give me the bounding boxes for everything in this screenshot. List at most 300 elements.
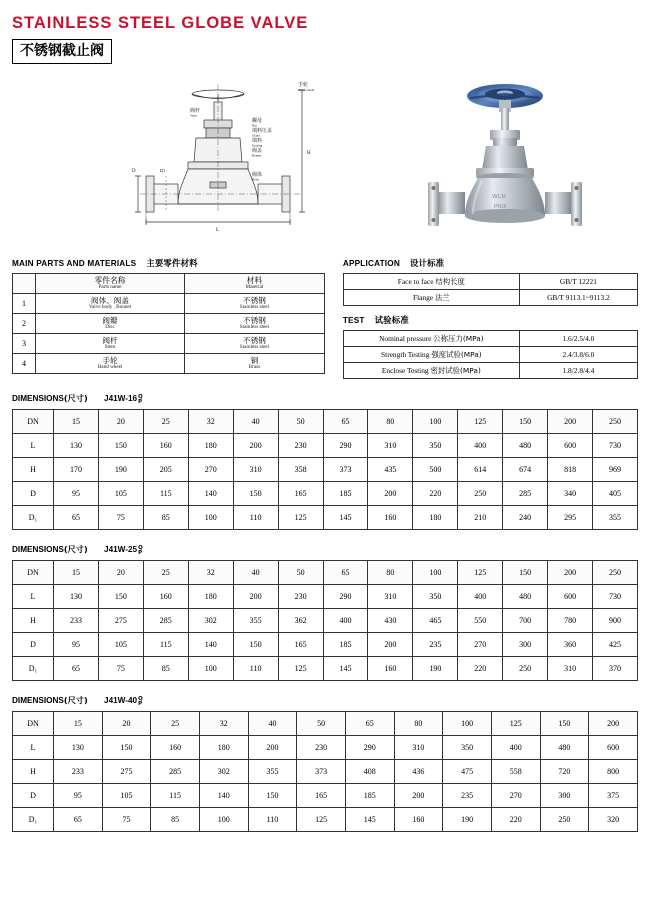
parts-header-name: 零件名称 Parts name xyxy=(36,274,185,294)
cell: 220 xyxy=(413,482,458,506)
cell: 310 xyxy=(368,434,413,458)
dimensions-label-en: DIMENSIONS xyxy=(12,696,64,706)
cell: 220 xyxy=(491,808,540,832)
cell: 360 xyxy=(548,633,593,657)
cell: 145 xyxy=(345,808,394,832)
cell: 600 xyxy=(548,434,593,458)
cell: 700 xyxy=(503,609,548,633)
pressure-sup-1: Q P xyxy=(138,393,143,405)
cell: 185 xyxy=(323,633,368,657)
cell: 200 xyxy=(233,585,278,609)
application-value: GB/T 9113.1~9113.2 xyxy=(519,290,637,306)
dimensions-model: J41W-16 xyxy=(104,394,138,403)
cell: 160 xyxy=(394,808,443,832)
cell: 435 xyxy=(368,458,413,482)
cell: 80 xyxy=(368,561,413,585)
cell: 375 xyxy=(589,784,638,808)
cell: 100 xyxy=(188,657,233,681)
cell: 32 xyxy=(188,410,233,434)
cell: 125 xyxy=(297,808,346,832)
table-row xyxy=(13,736,638,760)
cell: 200 xyxy=(589,712,638,736)
svg-text:填料压盖: 填料压盖 xyxy=(252,128,273,134)
cell: 150 xyxy=(503,561,548,585)
table-row xyxy=(13,712,638,736)
parts-row-name: 阀瓣 Disc xyxy=(36,314,185,334)
parts-row-material: 不锈钢 Stainless steel xyxy=(185,334,325,354)
table-row xyxy=(13,609,638,633)
cell: 285 xyxy=(151,760,200,784)
cell: 205 xyxy=(143,458,188,482)
main-parts-heading xyxy=(12,257,325,269)
cell: 200 xyxy=(548,410,593,434)
row-label-d: D xyxy=(13,633,54,657)
cell: 95 xyxy=(54,482,99,506)
dimensions-heading-3 xyxy=(12,695,638,707)
parts-row-material: 不锈钢 Stainless steel xyxy=(185,314,325,334)
cell: 115 xyxy=(143,633,188,657)
cell: 210 xyxy=(458,506,503,530)
cell: 800 xyxy=(589,760,638,784)
cell: 358 xyxy=(278,458,323,482)
cell: 100 xyxy=(188,506,233,530)
dimensions-block-1 xyxy=(0,393,650,530)
cell: 250 xyxy=(540,808,589,832)
table-row xyxy=(13,808,638,832)
cell: 125 xyxy=(278,506,323,530)
cell: 290 xyxy=(323,434,368,458)
parts-row-name: 阀杆 Stem xyxy=(36,334,185,354)
parts-row-no: 2 xyxy=(13,314,36,334)
cell: 290 xyxy=(323,585,368,609)
cell: 50 xyxy=(278,561,323,585)
title-block xyxy=(0,0,650,64)
cell: 32 xyxy=(188,561,233,585)
cell: 408 xyxy=(345,760,394,784)
cell: 165 xyxy=(278,482,323,506)
svg-text:Stem: Stem xyxy=(190,113,197,118)
cell: 20 xyxy=(98,561,143,585)
application-label: Face to face 结构长度 xyxy=(343,274,519,290)
dimensions-model: J41W-25 xyxy=(104,545,138,555)
cell: 240 xyxy=(503,506,548,530)
svg-text:Hand wheel: Hand wheel xyxy=(298,88,315,92)
cell: 185 xyxy=(323,482,368,506)
cell: 300 xyxy=(503,633,548,657)
cell: 65 xyxy=(323,410,368,434)
cell: 80 xyxy=(368,410,413,434)
cell: 200 xyxy=(548,561,593,585)
cell: 75 xyxy=(98,506,143,530)
application-table xyxy=(343,273,638,306)
cell: 355 xyxy=(593,506,638,530)
dimensions-heading-2 xyxy=(12,544,638,556)
cell: 355 xyxy=(233,609,278,633)
cell: 100 xyxy=(443,712,492,736)
cell: 40 xyxy=(248,712,297,736)
test-value: 1.8/2.8/4.4 xyxy=(519,363,637,379)
cell: 150 xyxy=(233,633,278,657)
table-row xyxy=(13,410,638,434)
test-heading-en: TEST xyxy=(342,316,365,325)
cell: 85 xyxy=(143,657,188,681)
cell: 110 xyxy=(233,506,278,530)
cell: 32 xyxy=(199,712,248,736)
table-row xyxy=(13,506,638,530)
table-row xyxy=(13,760,638,784)
row-label-d: D xyxy=(13,482,54,506)
cell: 340 xyxy=(548,482,593,506)
cell: 40 xyxy=(233,561,278,585)
cell: 310 xyxy=(548,657,593,681)
cell: 674 xyxy=(503,458,548,482)
cell: 145 xyxy=(323,506,368,530)
chinese-title-box xyxy=(12,39,112,64)
test-label: Enclose Testing 密封试验(MPa) xyxy=(343,363,519,379)
cell: 130 xyxy=(54,736,103,760)
cell: 65 xyxy=(323,561,368,585)
cell: 480 xyxy=(540,736,589,760)
parts-row-name: 手轮 Hand wheel xyxy=(36,354,185,374)
cell: 180 xyxy=(188,585,233,609)
cell: 190 xyxy=(98,458,143,482)
cell: 165 xyxy=(278,633,323,657)
cell: 100 xyxy=(199,808,248,832)
cell: 275 xyxy=(98,609,143,633)
table-row xyxy=(13,314,325,334)
dimensions-label-cn: (尺寸) xyxy=(63,544,88,555)
cell: 110 xyxy=(233,657,278,681)
cell: 65 xyxy=(54,657,99,681)
cell: 160 xyxy=(368,657,413,681)
cell: 85 xyxy=(143,506,188,530)
cell: 50 xyxy=(278,410,323,434)
cell: 20 xyxy=(102,712,151,736)
cell: 480 xyxy=(503,585,548,609)
cell: 220 xyxy=(458,657,503,681)
cell: 130 xyxy=(54,585,99,609)
row-label-h: H xyxy=(13,760,54,784)
dimensions-label-en: DIMENSIONS xyxy=(12,545,64,555)
cell: 85 xyxy=(151,808,200,832)
cell: 480 xyxy=(503,434,548,458)
cell: 362 xyxy=(278,609,323,633)
cell: 373 xyxy=(323,458,368,482)
dimensions-block-3 xyxy=(0,695,650,832)
dimensions-table-2 xyxy=(12,560,638,681)
table-row xyxy=(13,294,325,314)
cell: 285 xyxy=(143,609,188,633)
pressure-sup-2: Q P xyxy=(138,545,143,557)
cell: 15 xyxy=(54,410,99,434)
svg-text:H: H xyxy=(307,151,311,156)
cell: 170 xyxy=(54,458,99,482)
svg-text:Bonnet: Bonnet xyxy=(252,153,262,158)
cell: 105 xyxy=(98,633,143,657)
parts-row-material: 铜 Brass xyxy=(185,354,325,374)
cell: 145 xyxy=(323,657,368,681)
cell: 190 xyxy=(413,657,458,681)
svg-text:阀体: 阀体 xyxy=(252,172,263,178)
valve-product-photo xyxy=(420,74,590,249)
parts-row-no: 4 xyxy=(13,354,36,374)
cell: 160 xyxy=(368,506,413,530)
cell: 233 xyxy=(54,760,103,784)
cell: 65 xyxy=(345,712,394,736)
page-title: STAINLESS STEEL GLOBE VALVE xyxy=(12,14,309,32)
cell: 230 xyxy=(297,736,346,760)
cell: 75 xyxy=(98,657,143,681)
application-label: Flange 法兰 xyxy=(343,290,519,306)
cell: 233 xyxy=(54,609,99,633)
table-row xyxy=(13,561,638,585)
cell: 125 xyxy=(458,561,503,585)
cell: 818 xyxy=(548,458,593,482)
cell: 25 xyxy=(143,410,188,434)
pressure-sup-3: Q P xyxy=(138,696,143,708)
cell: 95 xyxy=(54,633,99,657)
cell: 160 xyxy=(151,736,200,760)
cell: 270 xyxy=(491,784,540,808)
main-parts-heading-cn: 主要零件材料 xyxy=(146,258,198,268)
cell: 80 xyxy=(394,712,443,736)
dimensions-label-cn: (尺寸) xyxy=(63,695,88,706)
svg-text:Nut: Nut xyxy=(252,123,257,128)
cell: 275 xyxy=(102,760,151,784)
cell: 310 xyxy=(368,585,413,609)
cell: 250 xyxy=(458,482,503,506)
parts-row-name: 阀体、阀盖 Valve body , Bonnet xyxy=(36,294,185,314)
cell: 600 xyxy=(548,585,593,609)
cell: 150 xyxy=(503,410,548,434)
cell: 270 xyxy=(458,633,503,657)
cell: 100 xyxy=(413,410,458,434)
cell: 125 xyxy=(491,712,540,736)
table-row xyxy=(343,347,637,363)
cell: 115 xyxy=(151,784,200,808)
row-label-l: L xyxy=(13,585,54,609)
row-label-h: H xyxy=(13,458,54,482)
cell: 355 xyxy=(248,760,297,784)
cell: 150 xyxy=(248,784,297,808)
cell: 20 xyxy=(98,410,143,434)
cell: 780 xyxy=(548,609,593,633)
parts-row-no: 1 xyxy=(13,294,36,314)
cell: 430 xyxy=(368,609,413,633)
cell: 614 xyxy=(458,458,503,482)
svg-text:L: L xyxy=(216,228,220,233)
main-parts-column xyxy=(12,257,325,379)
table-row xyxy=(13,458,638,482)
table-row xyxy=(13,434,638,458)
cell: 350 xyxy=(413,434,458,458)
parts-and-standards-area xyxy=(0,257,650,379)
svg-text:D1: D1 xyxy=(160,168,166,173)
cell: 350 xyxy=(443,736,492,760)
row-label-d1: D₁ xyxy=(13,506,54,530)
dimensions-label-en: DIMENSIONS xyxy=(12,394,64,403)
row-label-dn: DN xyxy=(13,410,54,434)
test-value: 1.6/2.5/4.0 xyxy=(519,331,637,347)
cell: 373 xyxy=(297,760,346,784)
cell: 15 xyxy=(54,561,99,585)
row-label-dn: DN xyxy=(13,561,54,585)
cell: 140 xyxy=(199,784,248,808)
cell: 65 xyxy=(54,506,99,530)
cell: 730 xyxy=(593,434,638,458)
cell: 400 xyxy=(458,585,503,609)
svg-text:Body: Body xyxy=(252,177,259,182)
cell: 110 xyxy=(248,808,297,832)
cell: 310 xyxy=(394,736,443,760)
cell: 25 xyxy=(151,712,200,736)
cell: 295 xyxy=(548,506,593,530)
cell: 310 xyxy=(233,458,278,482)
cell: 425 xyxy=(593,633,638,657)
page-title-chinese: 不锈钢截止阀 xyxy=(20,43,104,59)
table-row xyxy=(13,633,638,657)
cell: 558 xyxy=(491,760,540,784)
row-label-d: D xyxy=(13,784,54,808)
valve-technical-drawing xyxy=(130,72,330,252)
svg-text:填料: 填料 xyxy=(252,138,263,144)
table-row xyxy=(13,585,638,609)
cell: 180 xyxy=(188,434,233,458)
standards-column xyxy=(343,257,638,379)
application-value: GB/T 12221 xyxy=(519,274,637,290)
cell: 200 xyxy=(248,736,297,760)
cell: 600 xyxy=(589,736,638,760)
table-row xyxy=(13,482,638,506)
cell: 125 xyxy=(458,410,503,434)
test-label: Strength Testing 强度试验(MPa) xyxy=(343,347,519,363)
cell: 730 xyxy=(593,585,638,609)
svg-text:Packing: Packing xyxy=(252,143,263,148)
row-label-l: L xyxy=(13,434,54,458)
cell: 270 xyxy=(188,458,233,482)
row-label-dn: DN xyxy=(13,712,54,736)
svg-text:WCB: WCB xyxy=(492,194,506,200)
dimensions-table-1 xyxy=(12,409,638,530)
cell: 40 xyxy=(233,410,278,434)
parts-header-material: 材料 Material xyxy=(185,274,325,294)
cell: 400 xyxy=(323,609,368,633)
cell: 115 xyxy=(143,482,188,506)
table-row xyxy=(343,274,637,290)
cell: 200 xyxy=(368,482,413,506)
test-label: Nominal pressure 公称压力(MPa) xyxy=(343,331,519,347)
dimensions-model: J41W-40 xyxy=(104,696,138,706)
test-table xyxy=(343,330,638,379)
parts-header-no xyxy=(13,274,36,294)
cell: 130 xyxy=(54,434,99,458)
dimensions-block-2 xyxy=(0,544,650,681)
cell: 300 xyxy=(540,784,589,808)
test-heading xyxy=(343,314,638,326)
cell: 150 xyxy=(233,482,278,506)
svg-text:阀盖: 阀盖 xyxy=(252,148,263,154)
cell: 100 xyxy=(413,561,458,585)
cell: 720 xyxy=(540,760,589,784)
cell: 235 xyxy=(443,784,492,808)
row-label-h: H xyxy=(13,609,54,633)
cell: 65 xyxy=(54,808,103,832)
table-row xyxy=(343,363,637,379)
cell: 370 xyxy=(593,657,638,681)
cell: 95 xyxy=(54,784,103,808)
cell: 302 xyxy=(199,760,248,784)
cell: 250 xyxy=(593,410,638,434)
cell: 302 xyxy=(188,609,233,633)
dimensions-heading-1 xyxy=(12,393,638,405)
svg-text:D: D xyxy=(132,169,136,174)
cell: 180 xyxy=(413,506,458,530)
table-row xyxy=(13,334,325,354)
cell: 25 xyxy=(143,561,188,585)
cell: 200 xyxy=(233,434,278,458)
parts-row-no: 3 xyxy=(13,334,36,354)
cell: 405 xyxy=(593,482,638,506)
cell: 50 xyxy=(297,712,346,736)
cell: 900 xyxy=(593,609,638,633)
main-parts-heading-en: MAIN PARTS AND MATERIALS xyxy=(12,259,137,268)
illustration-row xyxy=(0,70,650,255)
cell: 400 xyxy=(491,736,540,760)
svg-text:螺母: 螺母 xyxy=(252,118,263,124)
cell: 200 xyxy=(368,633,413,657)
cell: 150 xyxy=(102,736,151,760)
application-heading xyxy=(343,257,638,269)
cell: 230 xyxy=(278,434,323,458)
cell: 160 xyxy=(143,434,188,458)
dimensions-table-3 xyxy=(12,711,638,832)
cell: 400 xyxy=(458,434,503,458)
cell: 140 xyxy=(188,633,233,657)
cell: 150 xyxy=(98,434,143,458)
table-row xyxy=(13,657,638,681)
row-label-d1: D₁ xyxy=(13,808,54,832)
table-row xyxy=(13,354,325,374)
cell: 320 xyxy=(589,808,638,832)
dimensions-label-cn: (尺寸) xyxy=(63,393,88,403)
cell: 15 xyxy=(54,712,103,736)
cell: 436 xyxy=(394,760,443,784)
row-label-d1: D₁ xyxy=(13,657,54,681)
test-heading-cn: 试验标准 xyxy=(374,315,409,325)
table-header-row xyxy=(13,274,325,294)
cell: 550 xyxy=(458,609,503,633)
application-heading-cn: 设计标准 xyxy=(409,258,445,268)
cell: 500 xyxy=(413,458,458,482)
cell: 235 xyxy=(413,633,458,657)
cell: 969 xyxy=(593,458,638,482)
cell: 465 xyxy=(413,609,458,633)
cell: 230 xyxy=(278,585,323,609)
cell: 105 xyxy=(102,784,151,808)
cell: 150 xyxy=(98,585,143,609)
cell: 250 xyxy=(503,657,548,681)
cell: 250 xyxy=(593,561,638,585)
test-value: 2.4/3.8/6.0 xyxy=(519,347,637,363)
table-row xyxy=(13,784,638,808)
cell: 190 xyxy=(443,808,492,832)
cell: 125 xyxy=(278,657,323,681)
table-row xyxy=(343,331,637,347)
svg-text:Gland: Gland xyxy=(252,133,260,138)
cell: 150 xyxy=(540,712,589,736)
cell: 160 xyxy=(143,585,188,609)
cell: 475 xyxy=(443,760,492,784)
